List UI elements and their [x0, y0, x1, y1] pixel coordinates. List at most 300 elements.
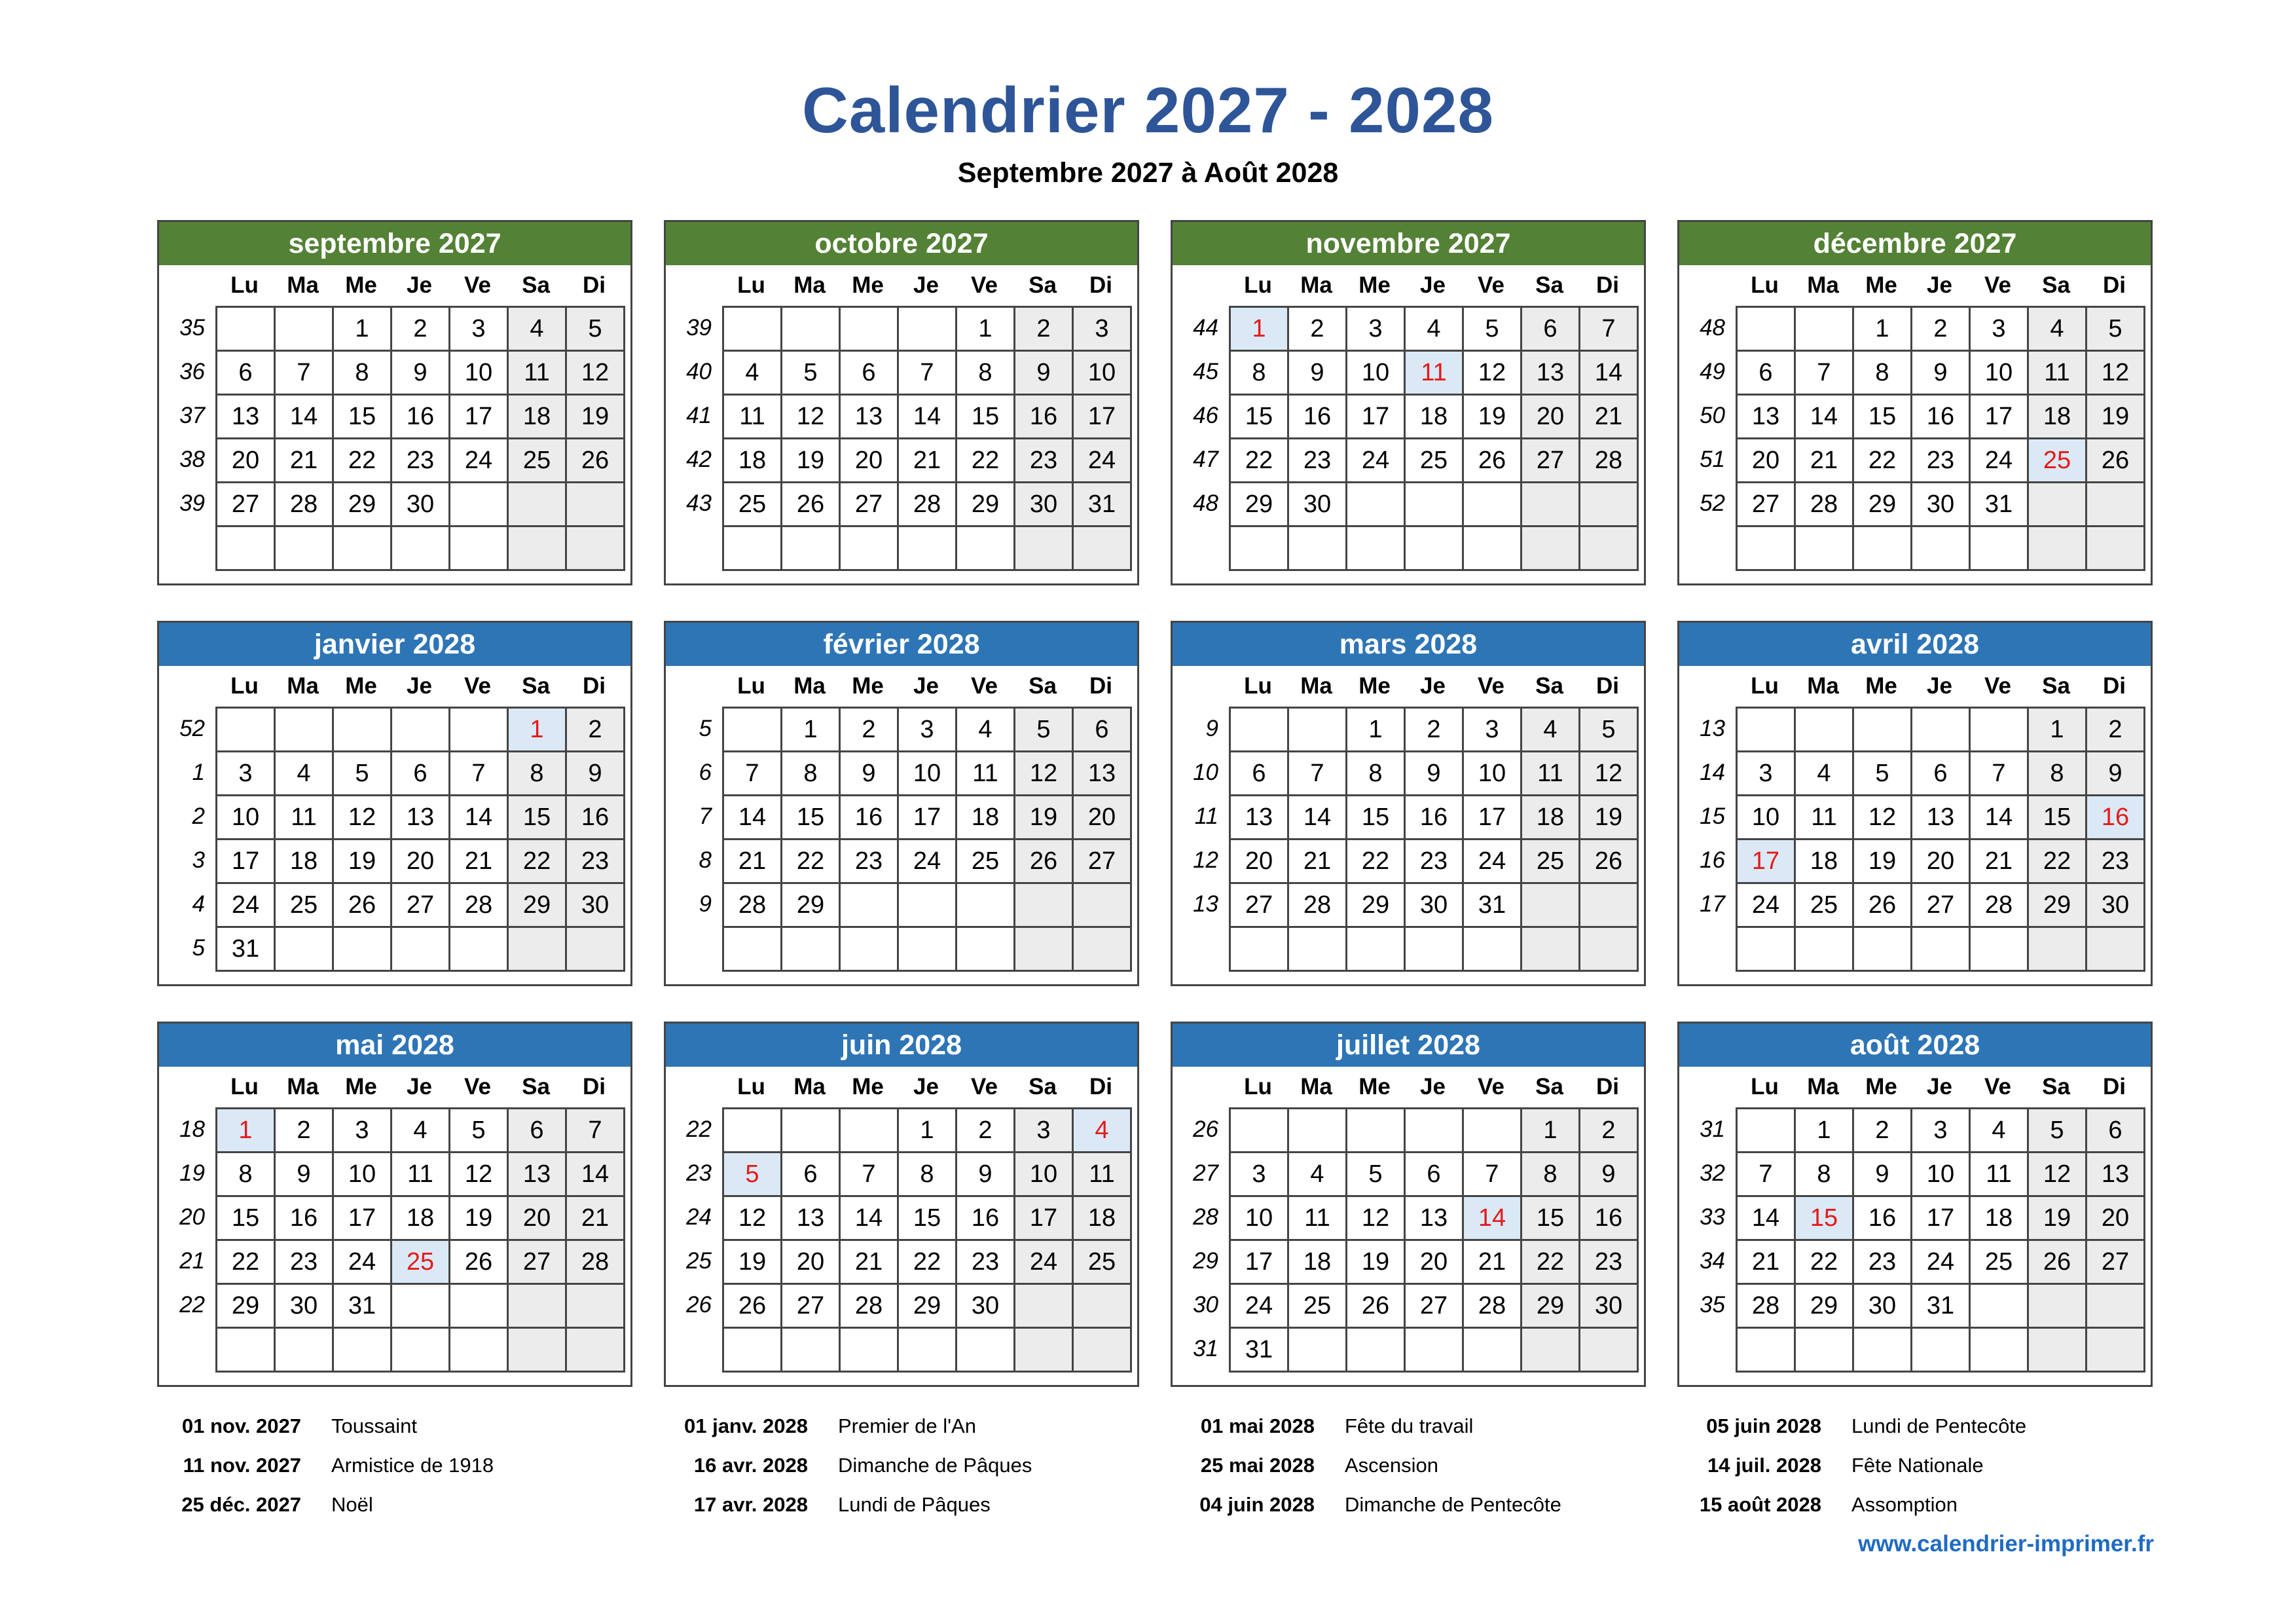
day-cell: 15: [1347, 796, 1406, 840]
empty-day-cell: [1971, 1329, 2029, 1373]
day-cell: 14: [724, 796, 782, 840]
day-grid: [722, 1107, 1132, 1373]
day-cell: 18: [509, 396, 567, 439]
day-cell: 4: [1289, 1153, 1347, 1197]
day-cell: 12: [1015, 752, 1074, 796]
day-cell: 22: [782, 840, 841, 884]
day-cell: 22: [1796, 1241, 1854, 1285]
day-cell: 1: [782, 709, 841, 752]
empty-day-cell: [1015, 884, 1074, 928]
day-cell: 22: [957, 439, 1015, 483]
empty-day-cell: [567, 527, 625, 571]
week-number: 30: [1193, 1292, 1218, 1318]
week-number: 50: [1700, 403, 1725, 428]
weekday-label: Lu: [230, 673, 259, 699]
week-number: 1: [192, 760, 205, 785]
day-cell: 1: [957, 308, 1015, 352]
day-cell: 14: [1580, 352, 1639, 396]
day-cell: 31: [1912, 1285, 1971, 1329]
empty-day-cell: [1971, 709, 2029, 752]
weekday-label: Ve: [1478, 673, 1504, 699]
day-cell: 11: [1406, 352, 1464, 396]
day-cell: 26: [1015, 840, 1074, 884]
day-cell: 4: [1796, 752, 1854, 796]
day-cell: 25: [276, 884, 334, 928]
empty-day-cell: [1015, 928, 1074, 972]
day-cell: 13: [841, 396, 899, 439]
weekday-label: Di: [1089, 673, 1112, 699]
week-numbers: [666, 1107, 722, 1371]
day-grid: [1229, 306, 1639, 571]
day-cell: 4: [392, 1109, 450, 1153]
empty-day-cell: [217, 709, 276, 752]
day-cell: 1: [217, 1109, 276, 1153]
day-cell: 11: [1289, 1197, 1347, 1241]
day-cell: 3: [217, 752, 276, 796]
day-cell: 16: [1015, 396, 1074, 439]
day-cell: 28: [841, 1285, 899, 1329]
empty-day-cell: [2029, 483, 2087, 527]
empty-day-cell: [1738, 709, 1796, 752]
day-cell: 6: [392, 752, 450, 796]
weekday-label: Ve: [971, 673, 998, 699]
day-cell: 28: [1796, 483, 1854, 527]
empty-day-cell: [1289, 1329, 1347, 1373]
weekday-header: [215, 1071, 623, 1103]
weekday-label: Sa: [1535, 272, 1563, 298]
holiday-name: Dimanche de Pâques: [838, 1454, 1032, 1477]
day-cell: 5: [1464, 308, 1522, 352]
day-cell: 9: [957, 1153, 1015, 1197]
day-cell: 2: [957, 1109, 1015, 1153]
week-number: 22: [686, 1116, 712, 1142]
empty-day-cell: [2087, 527, 2145, 571]
weekday-header: [1229, 670, 1637, 703]
day-cell: 27: [782, 1285, 841, 1329]
empty-day-cell: [276, 308, 334, 352]
day-cell: 21: [1971, 840, 2029, 884]
day-cell: 14: [841, 1197, 899, 1241]
day-cell: 15: [1522, 1197, 1580, 1241]
day-cell: 28: [724, 884, 782, 928]
empty-day-cell: [2087, 928, 2145, 972]
empty-day-cell: [1912, 928, 1971, 972]
day-cell: 30: [1912, 483, 1971, 527]
empty-day-cell: [1580, 527, 1639, 571]
day-cell: 6: [1074, 709, 1132, 752]
day-cell: 7: [450, 752, 509, 796]
day-cell: 17: [899, 796, 957, 840]
empty-day-cell: [2029, 1329, 2087, 1373]
day-cell: 13: [392, 796, 450, 840]
empty-day-cell: [1289, 527, 1347, 571]
day-cell: 3: [1074, 308, 1132, 352]
day-cell: 21: [450, 840, 509, 884]
weekday-label: Me: [345, 673, 377, 699]
weekday-label: Di: [583, 673, 606, 699]
empty-day-cell: [509, 1285, 567, 1329]
holiday-column: [1164, 1407, 1662, 1524]
empty-day-cell: [450, 527, 509, 571]
weekday-label: Ma: [287, 673, 319, 699]
day-cell: 17: [1347, 396, 1406, 439]
weekday-label: Ve: [1984, 272, 2011, 298]
holiday-row: [151, 1407, 648, 1446]
weekday-header: [1229, 1071, 1637, 1103]
day-cell: 16: [1912, 396, 1971, 439]
week-number: 2: [192, 803, 205, 829]
weekday-label: Je: [1927, 673, 1952, 699]
day-cell: 7: [1580, 308, 1639, 352]
day-cell: 16: [1854, 1197, 1912, 1241]
day-cell: 23: [1406, 840, 1464, 884]
day-cell: 4: [1522, 709, 1580, 752]
weekday-label: Sa: [1535, 1074, 1563, 1099]
day-cell: 13: [1231, 796, 1289, 840]
empty-day-cell: [1522, 884, 1580, 928]
month-title: octobre 2027: [666, 222, 1137, 265]
day-cell: 10: [1231, 1197, 1289, 1241]
day-cell: 13: [1912, 796, 1971, 840]
empty-day-cell: [1464, 928, 1522, 972]
empty-day-cell: [1074, 884, 1132, 928]
day-cell: 9: [1854, 1153, 1912, 1197]
day-cell: 31: [334, 1285, 392, 1329]
week-number: 23: [686, 1160, 712, 1186]
day-cell: 23: [1015, 439, 1074, 483]
day-cell: 27: [1074, 840, 1132, 884]
empty-day-cell: [1522, 527, 1580, 571]
empty-day-cell: [1347, 1329, 1406, 1373]
day-cell: 12: [334, 796, 392, 840]
day-cell: 16: [1406, 796, 1464, 840]
day-cell: 24: [1015, 1241, 1074, 1285]
day-cell: 3: [899, 709, 957, 752]
day-cell: 5: [1580, 709, 1639, 752]
month-calendar: [1677, 220, 2153, 585]
day-cell: 6: [1522, 308, 1580, 352]
month-calendar: [157, 1022, 632, 1387]
day-cell: 3: [1464, 709, 1522, 752]
week-numbers: [1679, 1107, 1736, 1371]
day-cell: 25: [724, 483, 782, 527]
empty-day-cell: [841, 1329, 899, 1373]
day-cell: 27: [2087, 1241, 2145, 1285]
day-cell: 15: [2029, 796, 2087, 840]
empty-day-cell: [509, 527, 567, 571]
day-cell: 24: [1912, 1241, 1971, 1285]
day-cell: 16: [1289, 396, 1347, 439]
empty-day-cell: [1406, 1329, 1464, 1373]
empty-day-cell: [724, 527, 782, 571]
empty-day-cell: [1971, 928, 2029, 972]
week-numbers: [159, 1107, 215, 1371]
weekday-label: Je: [1927, 1074, 1952, 1099]
day-cell: 26: [450, 1241, 509, 1285]
day-cell: 15: [217, 1197, 276, 1241]
day-cell: 5: [782, 352, 841, 396]
empty-day-cell: [450, 1329, 509, 1373]
week-number: 37: [179, 403, 205, 428]
month-calendar: [157, 621, 632, 986]
day-cell: 2: [1854, 1109, 1912, 1153]
day-cell: 16: [2087, 796, 2145, 840]
day-cell: 12: [1854, 796, 1912, 840]
day-cell: 5: [724, 1153, 782, 1197]
week-numbers: [1173, 1107, 1229, 1371]
day-cell: 15: [782, 796, 841, 840]
empty-day-cell: [1580, 483, 1639, 527]
day-cell: 16: [957, 1197, 1015, 1241]
day-cell: 10: [1738, 796, 1796, 840]
day-cell: 29: [509, 884, 567, 928]
week-number: [159, 525, 215, 569]
day-cell: 4: [724, 352, 782, 396]
day-cell: 17: [1015, 1197, 1074, 1241]
day-cell: 18: [2029, 396, 2087, 439]
day-cell: 29: [217, 1285, 276, 1329]
day-cell: 22: [1522, 1241, 1580, 1285]
weekday-label: Sa: [522, 1074, 550, 1099]
week-number: 22: [179, 1292, 205, 1318]
day-cell: 24: [1464, 840, 1522, 884]
empty-day-cell: [1912, 1329, 1971, 1373]
weekday-label: Ve: [1478, 272, 1504, 298]
empty-day-cell: [1289, 1109, 1347, 1153]
holiday-date: 25 mai 2028: [1200, 1454, 1315, 1477]
empty-day-cell: [567, 1285, 625, 1329]
empty-day-cell: [841, 308, 899, 352]
weekday-label: Lu: [1751, 1074, 1779, 1099]
day-cell: 25: [957, 840, 1015, 884]
day-cell: 30: [2087, 884, 2145, 928]
week-number: 26: [1193, 1116, 1218, 1142]
day-cell: 4: [1074, 1109, 1132, 1153]
day-cell: 27: [1406, 1285, 1464, 1329]
day-cell: 12: [1464, 352, 1522, 396]
month-calendar: [664, 1022, 1139, 1387]
day-cell: 4: [276, 752, 334, 796]
week-number: 25: [686, 1248, 712, 1274]
day-cell: 29: [334, 483, 392, 527]
day-cell: 13: [1406, 1197, 1464, 1241]
holiday-column: [657, 1407, 1155, 1524]
empty-day-cell: [509, 483, 567, 527]
day-cell: 18: [957, 796, 1015, 840]
empty-day-cell: [782, 928, 841, 972]
week-numbers: [666, 707, 722, 970]
day-cell: 14: [1289, 796, 1347, 840]
day-cell: 19: [567, 396, 625, 439]
day-cell: 15: [509, 796, 567, 840]
weekday-header: [1736, 1071, 2143, 1103]
day-cell: 19: [450, 1197, 509, 1241]
day-cell: 6: [1738, 352, 1796, 396]
holiday-date: 01 janv. 2028: [683, 1414, 808, 1437]
day-cell: 12: [1580, 752, 1639, 796]
day-cell: 26: [2029, 1241, 2087, 1285]
day-cell: 17: [1464, 796, 1522, 840]
empty-day-cell: [567, 928, 625, 972]
holiday-row: [1671, 1446, 2168, 1485]
day-cell: 1: [1854, 308, 1912, 352]
empty-day-cell: [724, 709, 782, 752]
day-grid: [1229, 707, 1639, 972]
weekday-label: Me: [1358, 673, 1391, 699]
weekday-label: Je: [1420, 272, 1446, 298]
day-cell: 28: [1580, 439, 1639, 483]
day-cell: 31: [217, 928, 276, 972]
week-number: [1679, 926, 1736, 970]
day-cell: 27: [1231, 884, 1289, 928]
weekday-label: Lu: [1244, 272, 1272, 298]
empty-day-cell: [392, 709, 450, 752]
day-cell: 23: [841, 840, 899, 884]
empty-day-cell: [1796, 709, 1854, 752]
day-cell: 14: [567, 1153, 625, 1197]
holiday-name: Toussaint: [331, 1414, 417, 1437]
weekday-label: Je: [407, 272, 432, 298]
empty-day-cell: [1854, 527, 1912, 571]
empty-day-cell: [899, 884, 957, 928]
day-cell: 7: [841, 1153, 899, 1197]
day-cell: 24: [1347, 439, 1406, 483]
day-cell: 9: [1015, 352, 1074, 396]
day-cell: 3: [1231, 1153, 1289, 1197]
empty-day-cell: [1015, 527, 1074, 571]
week-number: 3: [192, 847, 205, 873]
day-cell: 19: [1015, 796, 1074, 840]
holiday-date: 15 août 2028: [1699, 1493, 1821, 1516]
day-cell: 10: [217, 796, 276, 840]
empty-day-cell: [1231, 709, 1289, 752]
weekday-label: Je: [913, 673, 939, 699]
day-cell: 19: [1347, 1241, 1406, 1285]
holiday-row: [657, 1446, 1155, 1485]
day-cell: 25: [1971, 1241, 2029, 1285]
day-cell: 30: [1289, 483, 1347, 527]
month-title: août 2028: [1679, 1024, 2151, 1067]
weekday-label: Me: [852, 272, 884, 298]
weekday-label: Lu: [737, 673, 765, 699]
empty-day-cell: [2087, 1329, 2145, 1373]
day-cell: 16: [276, 1197, 334, 1241]
weekday-header: [722, 269, 1130, 302]
day-cell: 13: [1074, 752, 1132, 796]
weekday-label: Di: [2103, 272, 2126, 298]
day-cell: 13: [1522, 352, 1580, 396]
weekday-label: Lu: [230, 272, 259, 298]
week-number: 26: [686, 1292, 712, 1318]
day-cell: 20: [217, 439, 276, 483]
day-cell: 30: [1580, 1285, 1639, 1329]
empty-day-cell: [1406, 928, 1464, 972]
day-cell: 19: [724, 1241, 782, 1285]
week-number: 46: [1193, 403, 1218, 428]
day-cell: 1: [1796, 1109, 1854, 1153]
day-cell: 23: [1854, 1241, 1912, 1285]
week-number: [666, 525, 722, 569]
day-cell: 4: [2029, 308, 2087, 352]
empty-day-cell: [724, 1329, 782, 1373]
day-cell: 7: [1464, 1153, 1522, 1197]
day-cell: 19: [2087, 396, 2145, 439]
day-cell: 19: [782, 439, 841, 483]
day-cell: 26: [567, 439, 625, 483]
week-number: 6: [699, 760, 712, 785]
day-cell: 9: [567, 752, 625, 796]
empty-day-cell: [1738, 308, 1796, 352]
day-cell: 1: [1522, 1109, 1580, 1153]
month-calendar: [664, 220, 1139, 585]
day-cell: 29: [1854, 483, 1912, 527]
empty-day-cell: [899, 928, 957, 972]
weekday-label: Je: [407, 673, 432, 699]
empty-day-cell: [1796, 527, 1854, 571]
day-cell: 20: [1738, 439, 1796, 483]
day-cell: 7: [899, 352, 957, 396]
empty-day-cell: [1912, 709, 1971, 752]
day-cell: 21: [1738, 1241, 1796, 1285]
day-cell: 23: [957, 1241, 1015, 1285]
weekday-label: Ma: [1807, 272, 1839, 298]
month-title: décembre 2027: [1679, 222, 2151, 265]
month-title: juin 2028: [666, 1024, 1137, 1067]
week-number: 35: [179, 315, 205, 341]
day-cell: 24: [334, 1241, 392, 1285]
empty-day-cell: [1464, 1329, 1522, 1373]
week-numbers: [159, 306, 215, 569]
weekday-label: Je: [913, 272, 939, 298]
day-cell: 8: [782, 752, 841, 796]
weekday-label: Me: [1358, 1074, 1391, 1099]
day-grid: [215, 1107, 625, 1373]
day-cell: 29: [1522, 1285, 1580, 1329]
footer-url-link[interactable]: www.calendrier-imprimer.fr: [1858, 1531, 2154, 1557]
day-cell: 26: [782, 483, 841, 527]
week-number: 44: [1193, 315, 1218, 341]
month-calendar: [1171, 1022, 1646, 1387]
day-cell: 30: [957, 1285, 1015, 1329]
empty-day-cell: [1580, 884, 1639, 928]
day-grid: [1736, 707, 2145, 972]
weekday-label: Ve: [1984, 673, 2011, 699]
day-cell: 26: [334, 884, 392, 928]
day-grid: [722, 306, 1132, 571]
day-cell: 11: [1971, 1153, 2029, 1197]
weekday-header: [1736, 269, 2143, 302]
day-cell: 20: [1231, 840, 1289, 884]
holiday-name: Armistice de 1918: [331, 1454, 494, 1477]
day-cell: 27: [1522, 439, 1580, 483]
empty-day-cell: [899, 527, 957, 571]
day-cell: 18: [1971, 1197, 2029, 1241]
empty-day-cell: [841, 527, 899, 571]
day-cell: 7: [724, 752, 782, 796]
week-number: 7: [699, 803, 712, 829]
day-cell: 9: [841, 752, 899, 796]
day-cell: 14: [899, 396, 957, 439]
weekday-label: Ma: [1807, 673, 1839, 699]
weekday-label: Me: [345, 1074, 377, 1099]
day-cell: 27: [841, 483, 899, 527]
holiday-name: Premier de l'An: [838, 1414, 976, 1437]
day-cell: 21: [899, 439, 957, 483]
empty-day-cell: [276, 1329, 334, 1373]
holiday-name: Fête du travail: [1345, 1414, 1474, 1437]
day-cell: 21: [1464, 1241, 1522, 1285]
day-cell: 4: [509, 308, 567, 352]
